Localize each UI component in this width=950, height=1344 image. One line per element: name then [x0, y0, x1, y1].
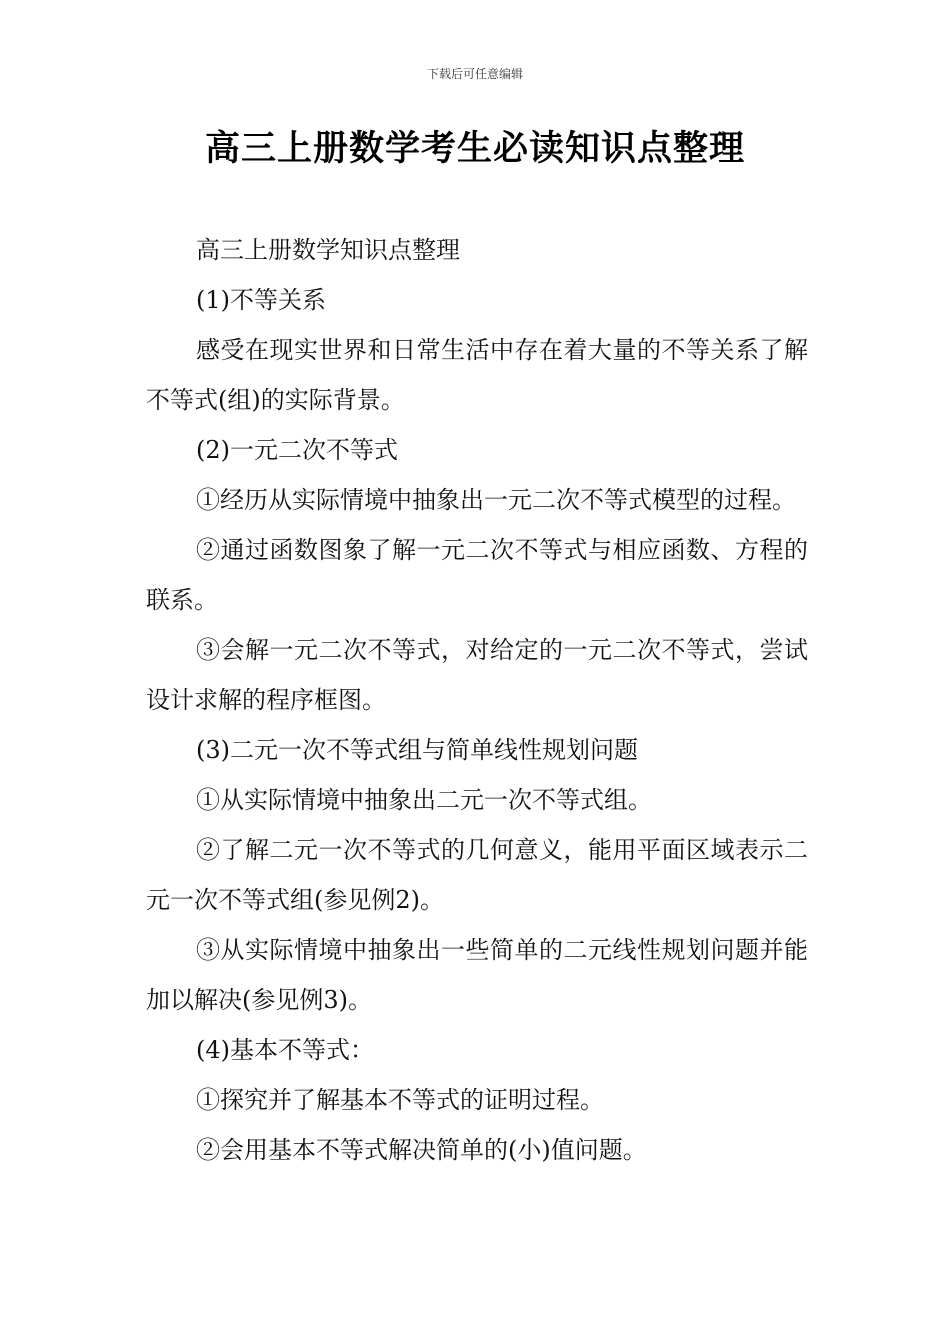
list-item: ③从实际情境中抽象出一些简单的二元线性规划问题并能加以解决(参见例3)。	[146, 936, 808, 1014]
document-body	[146, 225, 808, 1175]
list-item: ②会用基本不等式解决简单的(小)值问题。	[196, 1136, 647, 1164]
section-heading: 高三上册数学知识点整理	[196, 236, 460, 264]
subsection-heading: (4)基本不等式：	[196, 1036, 374, 1064]
subsection-heading: (1)不等关系	[196, 286, 326, 314]
paragraph: 感受在现实世界和日常生活中存在着大量的不等关系了解不等式(组)的实际背景。	[146, 336, 808, 414]
subsection-heading: (2)一元二次不等式	[196, 436, 398, 464]
header-note: 下载后可任意编辑	[426, 67, 523, 81]
list-item: ①从实际情境中抽象出二元一次不等式组。	[196, 786, 652, 814]
document-title: 高三上册数学考生必读知识点整理	[204, 128, 745, 169]
list-item: ①经历从实际情境中抽象出一元二次不等式模型的过程。	[196, 486, 796, 514]
list-item: ②了解二元一次不等式的几何意义，能用平面区域表示二元一次不等式组(参见例2)。	[146, 836, 808, 914]
list-item: ③会解一元二次不等式，对给定的一元二次不等式，尝试设计求解的程序框图。	[146, 636, 808, 714]
list-item: ②通过函数图象了解一元二次不等式与相应函数、方程的联系。	[146, 536, 808, 614]
subsection-heading: (3)二元一次不等式组与简单线性规划问题	[196, 736, 638, 764]
list-item: ①探究并了解基本不等式的证明过程。	[196, 1086, 604, 1114]
